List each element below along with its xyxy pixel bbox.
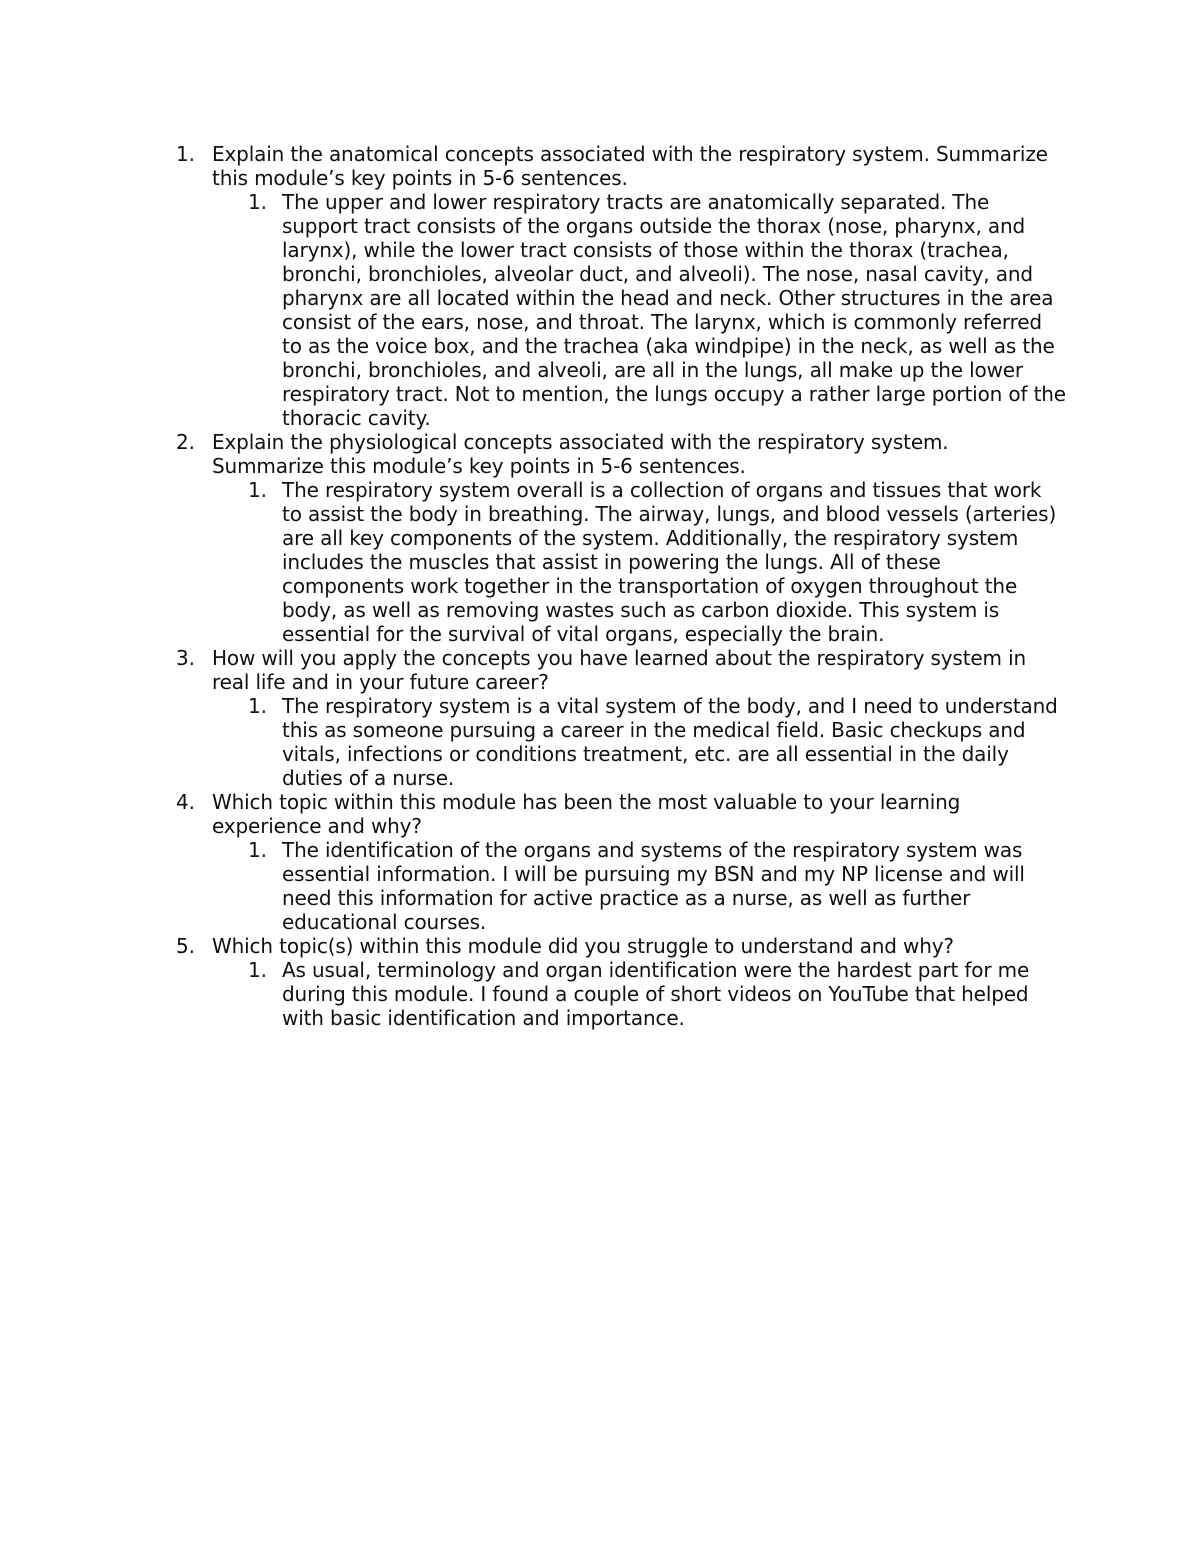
question-number: 3. xyxy=(176,646,195,670)
question-text: Which topic within this module has been the most valuable to your learning experience and why? xyxy=(212,790,961,838)
question-item-4 xyxy=(176,790,1066,838)
answer-item-2 xyxy=(176,478,1066,646)
answer-number: 1. xyxy=(248,190,267,214)
answer-number: 1. xyxy=(248,838,267,862)
question-number: 2. xyxy=(176,430,195,454)
answer-text: As usual, terminology and organ identification were the hardest part for me during this module. I found a couple of short videos on YouTube that helped with basic identification and importance. xyxy=(282,958,1030,1030)
answer-text: The upper and lower respiratory tracts are anatomically separated. The support tract consists of the organs outside the thorax (nose, pharynx, and larynx), while the lower tract consists of those within the thorax (trachea, bronchi, bronchioles, alveolar duct, and alveoli). The nose, nasal cavity, and pharynx are all located within the head and neck. Other structures in the area consist of the ears, nose, and throat. The larynx, which is commonly referred to as the voice box, and the trachea (aka windpipe) in the neck, as well as the bronchi, bronchioles, and alveoli, are all in the lungs, all make up the lower respiratory tract. Not to mention, the lungs occupy a rather large portion of the thoracic cavity. xyxy=(282,190,1066,430)
answer-item-3 xyxy=(176,694,1066,790)
question-text: Explain the anatomical concepts associated with the respiratory system. Summarize this module’s key points in 5-6 sentences. xyxy=(212,142,1048,190)
question-list xyxy=(176,142,1066,1030)
question-item-2 xyxy=(176,430,1066,478)
question-text: Which topic(s) within this module did you struggle to understand and why? xyxy=(212,934,954,958)
answer-item-5 xyxy=(176,958,1066,1030)
answer-item-1 xyxy=(176,190,1066,430)
question-text: How will you apply the concepts you have learned about the respiratory system in real life and in your future career? xyxy=(212,646,1027,694)
answer-number: 1. xyxy=(248,694,267,718)
answer-text: The respiratory system is a vital system of the body, and I need to understand this as someone pursuing a career in the medical field. Basic checkups and vitals, infections or conditions treatment, etc. are all essential in the daily duties of a nurse. xyxy=(282,694,1058,790)
question-number: 1. xyxy=(176,142,195,166)
question-number: 5. xyxy=(176,934,195,958)
answer-number: 1. xyxy=(248,958,267,982)
answer-text: The identification of the organs and systems of the respiratory system was essential information. I will be pursuing my BSN and my NP license and will need this information for active practice as a nurse, as well as further educational courses. xyxy=(282,838,1025,934)
question-item-5 xyxy=(176,934,1066,958)
question-item-1 xyxy=(176,142,1066,190)
question-number: 4. xyxy=(176,790,195,814)
answer-number: 1. xyxy=(248,478,267,502)
answer-item-4 xyxy=(176,838,1066,934)
question-text: Explain the physiological concepts associated with the respiratory system. Summarize this module’s key points in 5-6 sentences. xyxy=(212,430,949,478)
answer-text: The respiratory system overall is a collection of organs and tissues that work to assist the body in breathing. The airway, lungs, and blood vessels (arteries) are all key components of the system. Additionally, the respiratory system includes the muscles that assist in powering the lungs. All of these components work together in the transportation of oxygen throughout the body, as well as removing wastes such as carbon dioxide. This system is essential for the survival of vital organs, especially the brain. xyxy=(282,478,1057,646)
question-item-3 xyxy=(176,646,1066,694)
